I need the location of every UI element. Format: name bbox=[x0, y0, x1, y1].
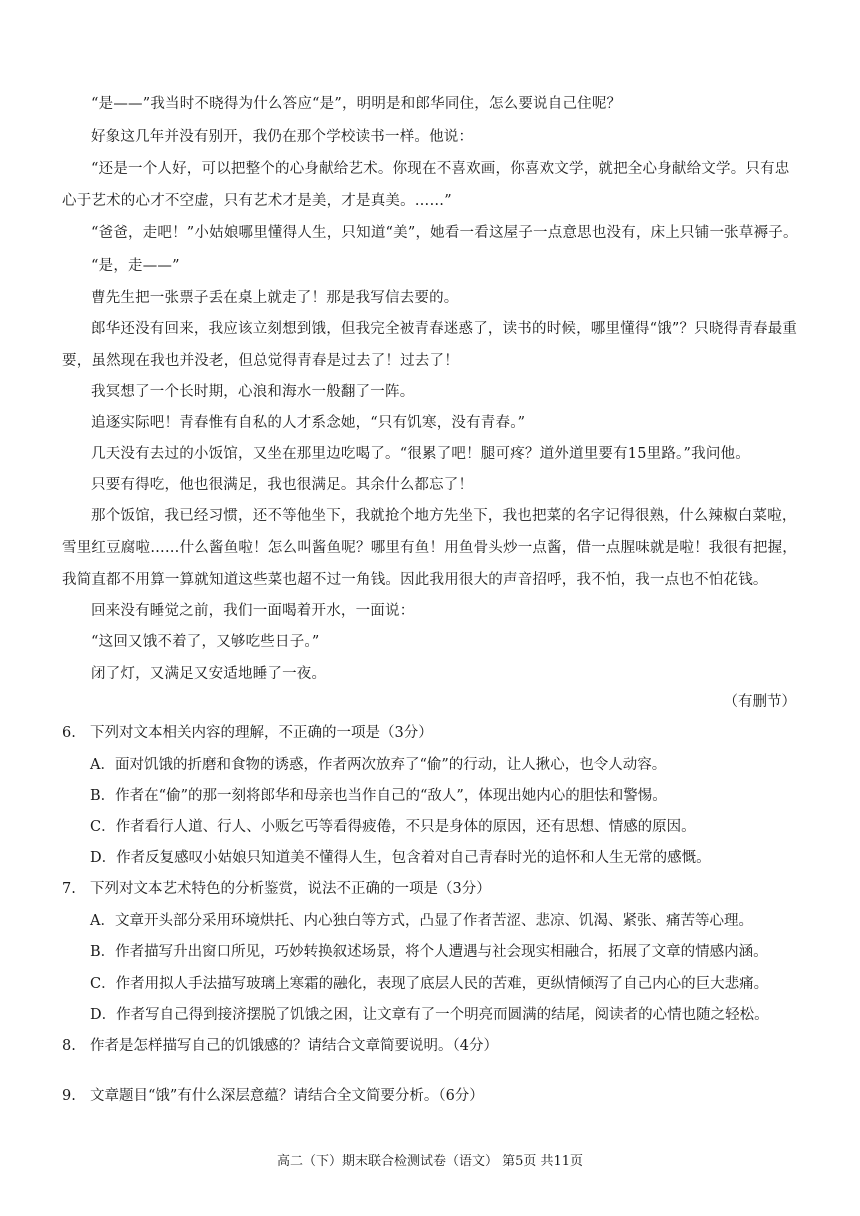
question-6 bbox=[62, 717, 802, 749]
question-8 bbox=[62, 1030, 802, 1062]
option-b: B．作者描写升出窗口所见，巧妙转换叙述场景，将个人遭遇与社会现实相融合，拓展了文章的情感内涵。 bbox=[90, 944, 768, 960]
passage-paragraph: “还是一个人好，可以把整个的心身献给艺术。你现在不喜欢画，你喜欢文学，就把全心身献给文学。只有忠心于艺术的心才不空虚，只有艺术才是美，才是真美。……” bbox=[62, 161, 790, 209]
passage-paragraph: 好象这几年并没有别开，我仍在那个学校读书一样。他说： bbox=[91, 129, 474, 145]
question-number: 7. bbox=[62, 881, 76, 897]
question-number: 9. bbox=[62, 1088, 76, 1104]
question-stem: 下列对文本艺术特色的分析鉴赏，说法不正确的一项是（3分） bbox=[90, 881, 491, 897]
question-stem: 文章题目“饿”有什么深层意蕴？请结合全文简要分析。（6分） bbox=[90, 1088, 484, 1104]
passage-paragraph: 追逐实际吧！青春惟有自私的人才系念她，“只有饥寒，没有青春。” bbox=[91, 415, 526, 431]
question-number: 8. bbox=[62, 1038, 76, 1054]
passage-paragraph: 我冥想了一个长时期，心浪和海水一般翻了一阵。 bbox=[91, 384, 415, 400]
question-7 bbox=[62, 873, 802, 905]
question-stem: 作者是怎样描写自己的饥饿感的？请结合文章简要说明。（4分） bbox=[90, 1038, 498, 1054]
question-stem: 下列对文本相关内容的理解，不正确的一项是（3分） bbox=[90, 725, 433, 741]
option-c: C．作者看行人道、行人、小贩乞丐等看得疲倦，不只是身体的原因，还有思想、情感的原因。 bbox=[90, 819, 696, 835]
passage-paragraph: “爸爸，走吧！”小姑娘哪里懂得人生，只知道“美”，她看一看这屋子一点意思也没有，床上只铺一张草褥子。 bbox=[91, 225, 798, 241]
passage-paragraph: “是，走——” bbox=[91, 258, 180, 274]
question-9 bbox=[62, 1080, 802, 1112]
question-number: 6. bbox=[62, 725, 76, 741]
option-c: C．作者用拟人手法描写玻璃上寒霜的融化，表现了底层人民的苦难，更纵情倾泻了自己内心的巨大悲痛。 bbox=[90, 976, 769, 992]
passage-paragraph: 回来没有睡觉之前，我们一面喝着开水，一面说： bbox=[91, 603, 415, 619]
option-d: D．作者写自己得到接济摆脱了饥饿之困，让文章有了一个明亮而圆满的结尾，阅读者的心情也随之轻松。 bbox=[90, 1007, 769, 1023]
passage-paragraph: “是——”我当时不晓得为什么答应“是”，明明是和郎华同住，怎么要说自己住呢？ bbox=[91, 96, 622, 112]
passage-paragraph: 只要有得吃，他也很满足，我也很满足。其余什么都忘了！ bbox=[91, 477, 474, 493]
passage-paragraph: 几天没有去过的小饭馆，又坐在那里边吃喝了。“很累了吧！腿可疼？道外道里要有15里路。”我问他。 bbox=[91, 446, 750, 462]
page-footer: 高二（下）期末联合检测试卷（语文） 第5页 共11页 bbox=[276, 1154, 584, 1169]
option-a: A．面对饥饿的折磨和食物的诱惑，作者两次放弃了“偷”的行动，让人揪心，也令人动容。 bbox=[90, 757, 667, 773]
passage-paragraph: “这回又饿不着了，又够吃些日子。” bbox=[91, 634, 320, 650]
option-b: B．作者在“偷”的那一刻将郎华和母亲也当作自己的“敌人”，体现出她内心的胆怯和警惕。 bbox=[90, 788, 667, 804]
option-d: D．作者反复感叹小姑娘只知道美不懂得人生，包含着对自己青春时光的追怀和人生无常的感慨。 bbox=[90, 850, 711, 866]
option-a: A．文章开头部分采用环境烘托、内心独白等方式，凸显了作者苦涩、悲凉、饥渴、紧张、痛苦等心理。 bbox=[90, 913, 753, 929]
abridged-note: （有删节） bbox=[723, 694, 796, 710]
passage-paragraph: 闭了灯，又满足又安适地睡了一夜。 bbox=[91, 666, 327, 682]
passage-paragraph: 曹先生把一张票子丢在桌上就走了！那是我写信去要的。 bbox=[91, 290, 459, 306]
passage-paragraph: 郎华还没有回来，我应该立刻想到饿，但我完全被青春迷惑了，读书的时候，哪里懂得“饿”？只晓得青春最重要，虽然现在我也并没老，但总觉得青春是过去了！过去了！ bbox=[62, 321, 798, 369]
passage-paragraph: 那个饭馆，我已经习惯，还不等他坐下，我就抢个地方先坐下，我也把菜的名字记得很熟，什么辣椒白菜啦，雪里红豆腐啦……什么酱鱼啦！怎么叫酱鱼呢？哪里有鱼！用鱼骨头炒一点酱，借一点腥味就是啦！我很有把握，我简直都不用算一算就知道这些菜也超不过一角钱。因此我用很大的声音招呼，我不怕，我一点也不怕花钱。 bbox=[62, 508, 797, 588]
